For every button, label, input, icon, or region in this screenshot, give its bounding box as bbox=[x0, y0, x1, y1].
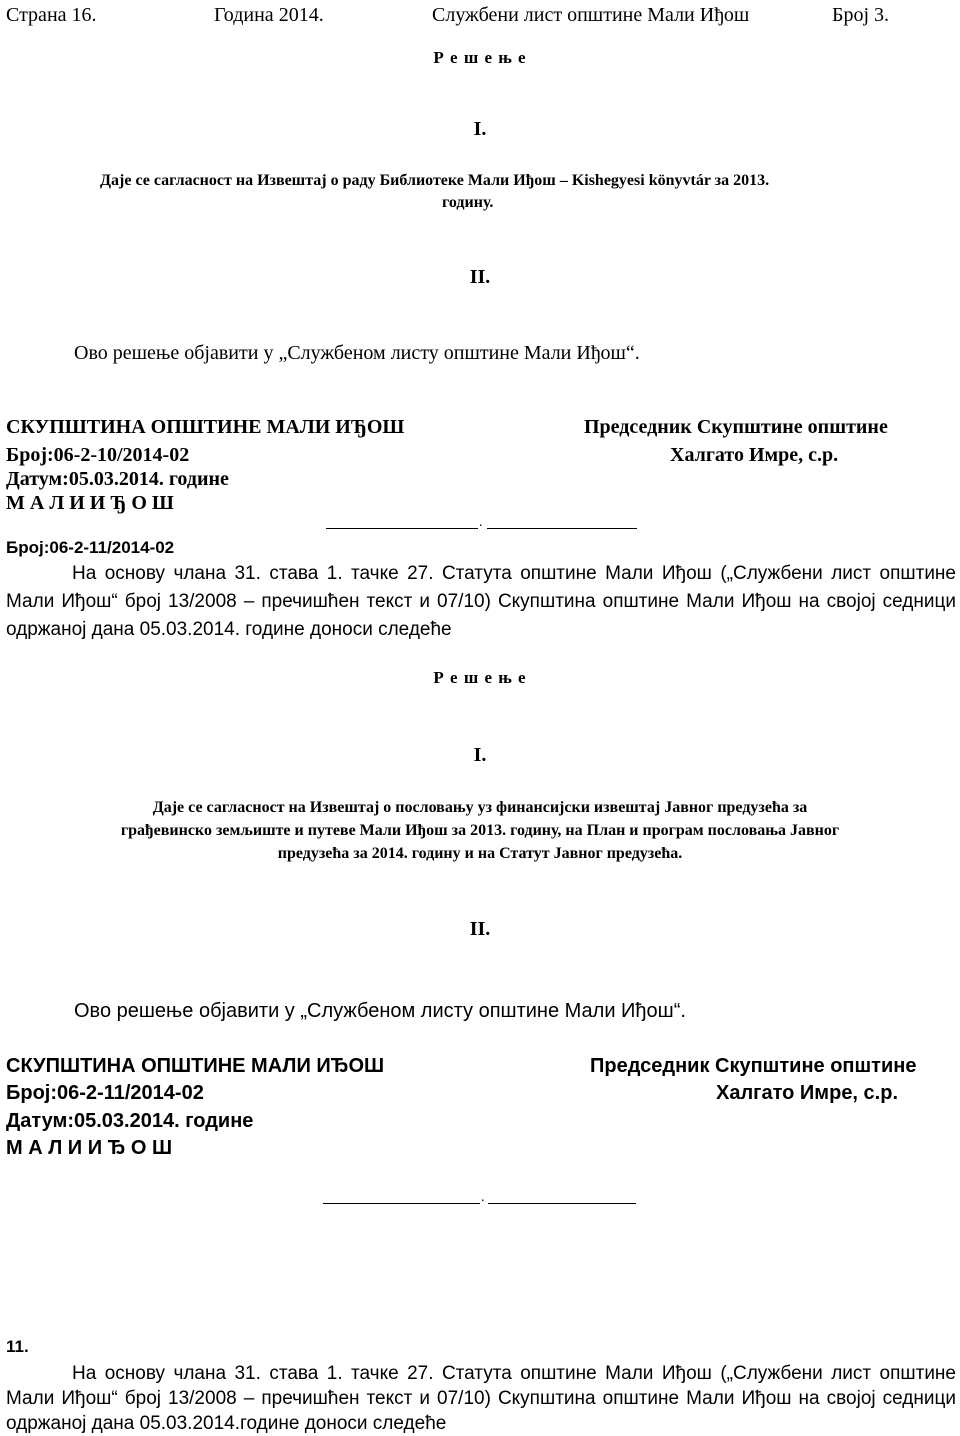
decision1-publish-text: Ово решење објавити у „Службеном листу општине Мали Иђош“. bbox=[74, 342, 640, 364]
decision1-section-1: I. bbox=[473, 118, 487, 140]
item10-heading: Р е ш е њ е bbox=[433, 668, 527, 687]
decision1-text1-line1: Даје се сагласност на Извештај о раду Библиотеке Мали Иђош – Kishegyesi könyvtár за 2013. bbox=[100, 172, 770, 189]
item11-number: 11. bbox=[6, 1337, 29, 1356]
decision1-assembly: СКУПШТИНА ОПШТИНЕ МАЛИ ИЂОШ bbox=[6, 416, 405, 438]
decision1-section-2: II. bbox=[469, 266, 491, 288]
decision1-president-name: Халгато Имре, с.р. bbox=[670, 444, 839, 466]
item10-number-ref: Број:06-2-11/2014-02 bbox=[6, 1082, 204, 1104]
decision1-date: Датум:05.03.2014. године bbox=[6, 468, 229, 490]
decision1-text1-line2: годину. bbox=[442, 194, 494, 211]
decision1-signature-line-right bbox=[487, 528, 637, 529]
header-page: Страна 16. bbox=[6, 4, 97, 26]
item10-text1-line2: грађевинско земљиште и путеве Мали Иђош за 2013. годину, на План и програм пословања Јавног bbox=[120, 822, 840, 839]
item10-assembly: СКУПШТИНА ОПШТИНЕ МАЛИ ИЂОШ bbox=[6, 1055, 385, 1077]
item10-publish-text: Ово решење објавити у „Службеном листу општине Мали Иђош“. bbox=[74, 1000, 686, 1022]
decision1-place: М А Л И И Ђ О Ш bbox=[6, 492, 174, 514]
decision1-signature-dot: . bbox=[479, 515, 483, 530]
decision1-president-title: Председник Скупштине општине bbox=[584, 416, 888, 438]
item10-place: М А Л И И Ђ О Ш bbox=[6, 1137, 173, 1159]
item11-preamble: На основу члана 31. става 1. тачке 27. Статута општине Мали Иђош („Службени лист општине Мали Иђош“ број 13/2008 – пречишћен текст и 07/10) Скупштина општине Мали Иђош на својој седници одржаној дана 05.03.2014.године доноси следеће bbox=[6, 1363, 956, 1434]
header-year: Година 2014. bbox=[214, 4, 324, 26]
item10-date: Датум:05.03.2014. године bbox=[6, 1110, 254, 1132]
item10-section-1: I. bbox=[473, 744, 487, 766]
header-number: Број 3. bbox=[832, 4, 890, 26]
item10-signature-dot: . bbox=[481, 1190, 485, 1205]
item10-signature-line-left bbox=[323, 1203, 480, 1204]
item10-text1-line1: Даје се сагласност на Извештај о пословању уз финансијски извештај Јавног предузећа за bbox=[152, 799, 808, 816]
item10-number: Број:06-2-11/2014-02 bbox=[6, 538, 175, 557]
decision1-number: Број:06-2-10/2014-02 bbox=[6, 444, 190, 466]
page-header bbox=[6, 4, 97, 27]
item10-signature-line-right bbox=[488, 1203, 636, 1204]
item10-preamble: На основу члана 31. става 1. тачке 27. Статута општине Мали Иђош („Службени лист општине Мали Иђош“ број 13/2008 – пречишћен текст и 07/10) Скупштина општине Мали Иђош на својој седници одржаној дана 05.03.2014. године доноси следеће bbox=[6, 563, 956, 640]
item10-president-title: Председник Скупштине општине bbox=[590, 1055, 917, 1077]
item10-text1-line3: предузећа за 2014. годину и на Статут Јавног предузећа. bbox=[277, 845, 683, 862]
decision1-heading: Р е ш е њ е bbox=[433, 48, 527, 67]
header-gazette: Службени лист општине Мали Иђош bbox=[432, 4, 750, 26]
item10-president-name: Халгато Имре, с.р. bbox=[716, 1082, 899, 1104]
decision1-signature-line-left bbox=[326, 528, 478, 529]
item10-section-2: II. bbox=[469, 918, 491, 940]
